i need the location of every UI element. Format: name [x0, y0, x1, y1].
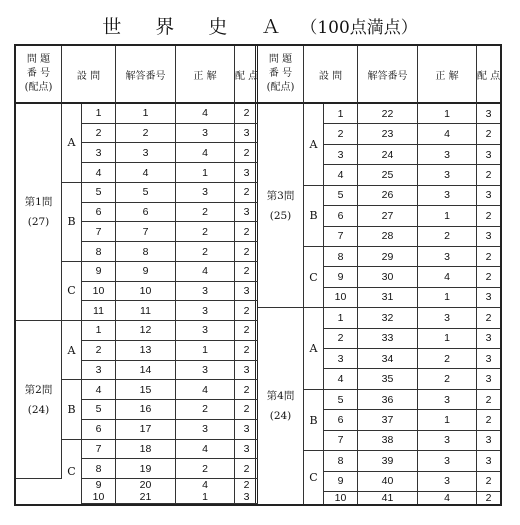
correct-answer: 2 — [176, 222, 235, 242]
correct-answer: 4 — [176, 440, 235, 460]
correct-answer: 1 — [418, 206, 477, 226]
subquestion-number: 4 — [324, 369, 358, 389]
question-group-points: (24) — [269, 410, 292, 423]
correct-answer: 4 — [418, 124, 477, 144]
points-value: 3 — [477, 349, 500, 369]
points-value: 3 — [477, 145, 500, 165]
answer-number: 19 — [116, 459, 176, 479]
subquestion-number: 6 — [324, 410, 358, 430]
answer-number: 13 — [116, 341, 176, 361]
points-value: 3 — [235, 282, 258, 302]
section-label: A — [62, 321, 82, 380]
points-value: 3 — [477, 431, 500, 451]
answer-number: 21 — [116, 491, 176, 504]
subquestion-number: 8 — [324, 247, 358, 267]
answer-number: 14 — [116, 361, 176, 381]
page-title — [0, 12, 520, 39]
subquestion-number: 5 — [324, 390, 358, 410]
subquestion-number: 5 — [324, 186, 358, 206]
correct-answer: 2 — [418, 349, 477, 369]
answer-number: 40 — [358, 472, 418, 492]
answer-number: 41 — [358, 492, 418, 504]
answer-number: 34 — [358, 349, 418, 369]
correct-answer: 2 — [176, 400, 235, 420]
correct-answer: 4 — [176, 104, 235, 124]
points-value: 2 — [477, 206, 500, 226]
correct-answer: 1 — [176, 491, 235, 504]
correct-answer: 2 — [176, 203, 235, 223]
subquestion-number: 10 — [82, 491, 116, 504]
answer-number: 28 — [358, 227, 418, 247]
correct-answer: 1 — [418, 288, 477, 308]
answer-number: 4 — [116, 163, 176, 183]
answer-number: 5 — [116, 183, 176, 203]
subquestion-number: 5 — [82, 183, 116, 203]
subquestion-number: 4 — [82, 163, 116, 183]
question-header-line: 問 題 — [268, 54, 293, 65]
points-header: 配 点 — [235, 46, 258, 104]
answer-number: 17 — [116, 420, 176, 440]
subquestion-number: 6 — [82, 420, 116, 440]
subquestion-number: 1 — [82, 321, 116, 341]
points-value: 2 — [477, 390, 500, 410]
subquestion-number: 6 — [82, 203, 116, 223]
answer-table-left — [16, 46, 258, 504]
subquestion-number: 4 — [324, 165, 358, 185]
answer-number: 36 — [358, 390, 418, 410]
answer-number: 33 — [358, 329, 418, 349]
points-value: 2 — [477, 410, 500, 430]
answer-number: 38 — [358, 431, 418, 451]
answer-number-header: 解答番号 — [116, 46, 176, 104]
correct-answer-header: 正 解 — [418, 46, 477, 104]
correct-answer: 3 — [418, 308, 477, 328]
question-group-name: 第4問 — [266, 390, 295, 403]
subquestion-header: 設 問 — [304, 46, 358, 104]
points-value: 3 — [477, 329, 500, 349]
answer-number: 27 — [358, 206, 418, 226]
correct-answer: 3 — [418, 247, 477, 267]
correct-answer: 1 — [418, 329, 477, 349]
correct-answer: 3 — [176, 282, 235, 302]
correct-answer: 2 — [418, 369, 477, 389]
answer-table-right — [258, 46, 500, 504]
correct-answer: 3 — [176, 361, 235, 381]
section-label: A — [304, 104, 324, 186]
correct-answer: 3 — [176, 420, 235, 440]
correct-answer: 3 — [176, 124, 235, 144]
correct-answer: 1 — [418, 104, 477, 124]
subquestion-number: 10 — [324, 288, 358, 308]
correct-answer: 3 — [418, 165, 477, 185]
subquestion-number: 3 — [82, 143, 116, 163]
points-value: 3 — [235, 361, 258, 381]
section-label: B — [304, 186, 324, 247]
question-group — [16, 321, 62, 479]
points-value: 2 — [235, 183, 258, 203]
section-label: B — [304, 390, 324, 451]
question-group-name: 第1問 — [24, 196, 53, 209]
points-value: 2 — [235, 400, 258, 420]
points-value: 2 — [477, 165, 500, 185]
section-label: B — [62, 183, 82, 262]
correct-answer: 3 — [176, 301, 235, 321]
points-value: 3 — [235, 163, 258, 183]
correct-answer: 3 — [176, 321, 235, 341]
answer-number: 39 — [358, 451, 418, 471]
correct-answer: 4 — [176, 262, 235, 282]
points-value: 2 — [235, 262, 258, 282]
subquestion-number: 8 — [324, 451, 358, 471]
correct-answer: 2 — [176, 459, 235, 479]
points-value: 2 — [235, 301, 258, 321]
points-value: 2 — [477, 124, 500, 144]
subquestion-number: 10 — [82, 282, 116, 302]
answer-number: 20 — [116, 479, 176, 491]
points-value: 2 — [477, 472, 500, 492]
points-value: 3 — [477, 451, 500, 471]
subquestion-number: 2 — [82, 341, 116, 361]
correct-answer: 3 — [418, 145, 477, 165]
points-value: 2 — [485, 492, 492, 504]
correct-answer-header: 正 解 — [176, 46, 235, 104]
points-value: 2 — [477, 267, 500, 287]
question-group-name: 第2問 — [24, 383, 53, 396]
subquestion-number: 2 — [324, 329, 358, 349]
subquestion-number: 7 — [324, 227, 358, 247]
score-note: （100点満点） — [300, 18, 418, 38]
points-value: 2 — [235, 222, 258, 242]
subquestion-number: 9 — [324, 267, 358, 287]
points-value: 2 — [235, 341, 258, 361]
section-label: C — [304, 451, 324, 504]
section-label: C — [304, 247, 324, 308]
question-group-name: 第3問 — [266, 189, 295, 202]
answer-number: 18 — [116, 440, 176, 460]
answer-number: 6 — [116, 203, 176, 223]
correct-answer: 3 — [418, 451, 477, 471]
question-header-line: 番 号 — [26, 68, 51, 79]
correct-answer: 2 — [176, 242, 235, 262]
answer-number: 24 — [358, 145, 418, 165]
answer-number: 9 — [116, 262, 176, 282]
correct-answer: 4 — [176, 143, 235, 163]
points-value: 2 — [235, 380, 258, 400]
question-header-line: (配点) — [266, 82, 295, 93]
correct-answer: 4 — [418, 267, 477, 287]
answer-number: 12 — [116, 321, 176, 341]
question-group-points: (24) — [27, 403, 50, 416]
correct-answer: 4 — [176, 479, 235, 491]
answer-number: 23 — [358, 124, 418, 144]
answer-number: 2 — [116, 124, 176, 144]
points-value: 2 — [235, 321, 258, 341]
subquestion-number: 6 — [324, 206, 358, 226]
points-value: 2 — [235, 242, 258, 262]
answer-number: 30 — [358, 267, 418, 287]
answer-number: 1 — [116, 104, 176, 124]
correct-answer: 3 — [418, 472, 477, 492]
question-header-line: 問 題 — [26, 54, 51, 65]
points-value: 3 — [235, 203, 258, 223]
subquestion-number: 8 — [82, 242, 116, 262]
points-value: 3 — [477, 186, 500, 206]
answer-number: 26 — [358, 186, 418, 206]
answer-number: 7 — [116, 222, 176, 242]
correct-answer: 2 — [418, 227, 477, 247]
section-label: B — [62, 380, 82, 439]
points-value: 3 — [235, 491, 258, 504]
subquestion-number: 2 — [324, 124, 358, 144]
correct-answer: 3 — [176, 183, 235, 203]
subquestion-number: 5 — [82, 400, 116, 420]
points-header: 配 点 — [477, 46, 500, 104]
correct-answer: 1 — [418, 410, 477, 430]
subquestion-number: 7 — [82, 222, 116, 242]
answer-number: 35 — [358, 369, 418, 389]
subquestion-number: 9 — [82, 262, 116, 282]
section-label: C — [62, 440, 82, 504]
correct-answer: 1 — [176, 341, 235, 361]
question-number-header — [258, 46, 304, 104]
subquestion-number: 11 — [82, 301, 116, 321]
correct-answer: 3 — [418, 186, 477, 206]
points-value: 3 — [477, 104, 500, 124]
subquestion-number: 3 — [82, 361, 116, 381]
question-group — [258, 104, 304, 308]
points-value: 2 — [243, 478, 250, 491]
subquestion-number: 1 — [324, 104, 358, 124]
correct-answer: 4 — [418, 492, 477, 504]
points-value: 2 — [477, 247, 500, 267]
subquestion-number: 3 — [324, 145, 358, 165]
answer-number: 15 — [116, 380, 176, 400]
question-group-points: (27) — [27, 216, 50, 229]
subject-title: 世 界 史 Ａ — [102, 16, 295, 38]
section-label: C — [62, 262, 82, 321]
answer-number: 3 — [116, 143, 176, 163]
question-number-header — [16, 46, 62, 104]
answer-number: 8 — [116, 242, 176, 262]
answer-number: 29 — [358, 247, 418, 267]
question-header-line: (配点) — [24, 82, 53, 93]
correct-answer: 1 — [176, 163, 235, 183]
question-group-points: (25) — [269, 209, 292, 222]
points-value: 3 — [477, 227, 500, 247]
correct-answer: 3 — [418, 431, 477, 451]
subquestion-number: 2 — [82, 124, 116, 144]
subquestion-number: 7 — [324, 431, 358, 451]
correct-answer: 3 — [418, 390, 477, 410]
subquestion-number: 1 — [324, 308, 358, 328]
points-value: 2 — [235, 459, 258, 479]
subquestion-number: 3 — [324, 349, 358, 369]
points-value: 2 — [235, 104, 258, 124]
subquestion-number: 10 — [324, 492, 358, 504]
answer-number: 22 — [358, 104, 418, 124]
answer-number: 32 — [358, 308, 418, 328]
question-group — [16, 104, 62, 321]
question-header-line: 番 号 — [268, 68, 293, 79]
correct-answer: 4 — [176, 380, 235, 400]
subquestion-number: 9 — [82, 479, 116, 491]
subquestion-number: 7 — [82, 440, 116, 460]
subquestion-number: 1 — [82, 104, 116, 124]
section-label: A — [304, 308, 324, 390]
answer-number-header: 解答番号 — [358, 46, 418, 104]
points-value: 3 — [235, 124, 258, 144]
subquestion-number: 8 — [82, 459, 116, 479]
points-value: 2 — [235, 143, 258, 163]
subquestion-number: 9 — [324, 472, 358, 492]
answer-number: 25 — [358, 165, 418, 185]
question-group — [258, 308, 304, 504]
points-value: 3 — [235, 440, 258, 460]
points-value: 3 — [235, 420, 258, 440]
section-label: A — [62, 104, 82, 183]
answer-number: 31 — [358, 288, 418, 308]
points-value: 2 — [477, 308, 500, 328]
answer-number: 37 — [358, 410, 418, 430]
points-value: 3 — [477, 288, 500, 308]
answer-number: 10 — [116, 282, 176, 302]
answer-number: 11 — [116, 301, 176, 321]
points-value: 3 — [477, 369, 500, 389]
answer-table — [14, 44, 502, 506]
answer-number: 16 — [116, 400, 176, 420]
subquestion-number: 4 — [82, 380, 116, 400]
subquestion-header: 設 問 — [62, 46, 116, 104]
